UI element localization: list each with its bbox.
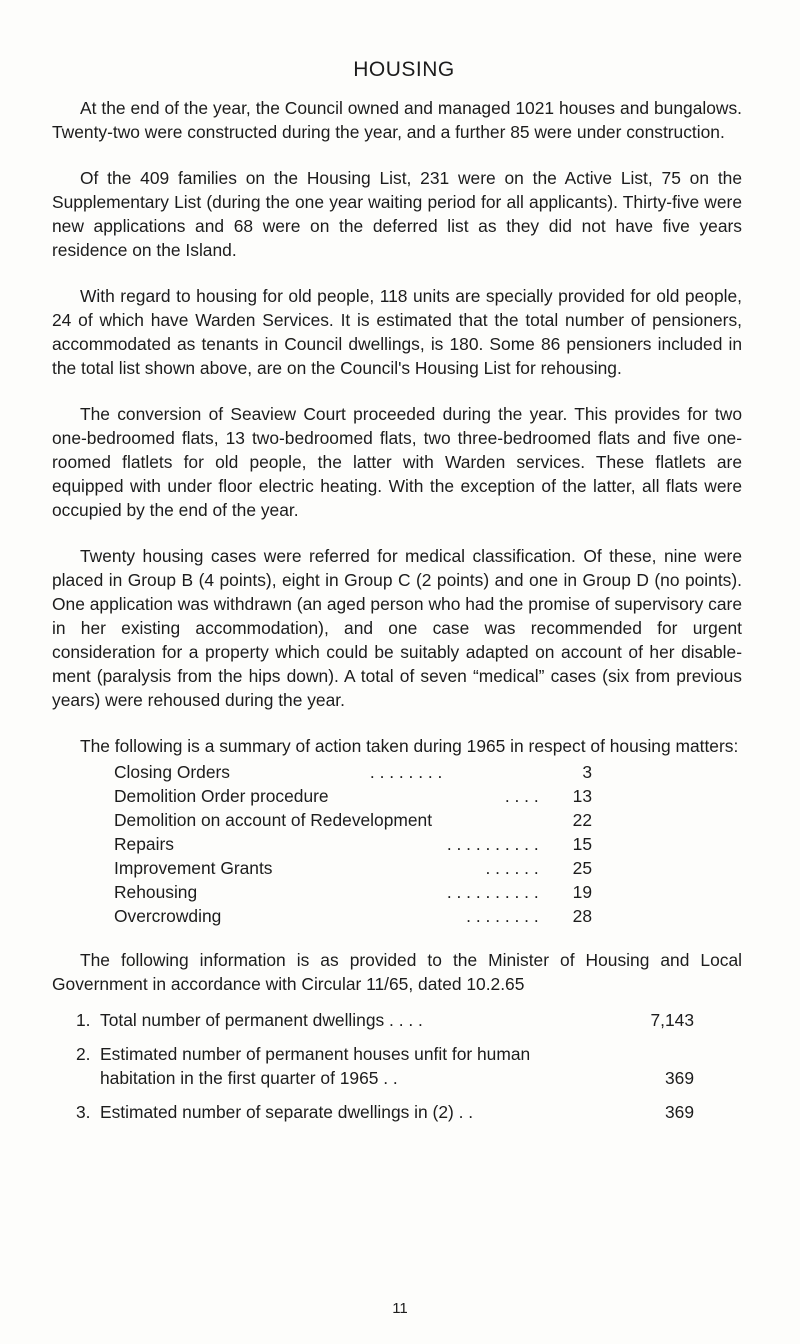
summary-value: 25	[572, 858, 592, 878]
summary-value: 19	[572, 882, 592, 902]
item-number: 1.	[76, 1010, 91, 1030]
paragraph-seaview-court: The conversion of Seaview Court proceeded during the year. This provides for two one-bedroomed flats, 13 two-bedroomed flats, two three-bedroomed flats and five one-roomed flatlets for old people, the latter with Warden services. These flatlets are equipped with under floor electric heating. With the exception of the latter, all flats were occupied by the end of the year.	[52, 404, 742, 520]
leader-dots: . . . . . . . .	[369, 762, 443, 782]
item-value: 7,143	[650, 1010, 694, 1030]
item-text: Estimated number of separate dwellings in (2) . .	[100, 1102, 474, 1122]
summary-row	[114, 808, 592, 832]
leader-dots: . . . . . .	[485, 858, 539, 878]
summary-value: 3	[582, 762, 592, 782]
paragraph-old-people: With regard to housing for old people, 118 units are specially provided for old people, 24 of which have Warden Services. It is estimated that the total number of pensioners, accommodated as tenants in Council dwellings, is 180. Some 86 pensioners included in the total list shown above, are on the Council's Housing List for rehousing.	[52, 286, 742, 378]
document-page	[52, 58, 742, 1134]
action-summary-table	[114, 760, 592, 928]
summary-row	[114, 760, 592, 784]
summary-value: 15	[572, 834, 592, 854]
page-number: 11	[392, 1300, 408, 1317]
summary-row	[114, 784, 592, 808]
summary-label: Overcrowding	[114, 906, 222, 926]
item-text: Total number of permanent dwellings . . . .	[100, 1010, 423, 1030]
summary-row	[114, 832, 592, 856]
page-title: HOUSING	[353, 58, 455, 81]
summary-row	[114, 856, 592, 880]
paragraph-medical-cases: Twenty housing cases were referred for medical classification. Of these, nine were placed in Group B (4 points), eight in Group C (2 points) and one in Group D (no points). One application was withdrawn (an aged person who had the promise of supervisory care in her existing accommodation), and one case was recommended for urgent consideration for a property which could be suitably adapted on account of her disable-ment (paralysis from the hips down). A total of seven “medical” cases (six from previous years) were rehoused during the year.	[52, 546, 742, 710]
summary-value: 28	[572, 906, 592, 926]
item-value: 369	[664, 1102, 694, 1122]
summary-row	[114, 904, 592, 928]
summary-label: Improvement Grants	[114, 858, 273, 878]
leader-dots: . . . . . . . . . .	[446, 834, 539, 854]
paragraph-summary-intro: The following is a summary of action taken during 1965 in respect of housing matters:	[80, 736, 739, 756]
item-value: 369	[664, 1068, 694, 1088]
info-item	[76, 1042, 694, 1090]
paragraph-housing-list: Of the 409 families on the Housing List, 231 were on the Active List, 75 on the Supplementary List (during the one year waiting period for all applicants). Thirty-five were new applications and 68 were on the deferred list as they did not have five years residence on the Island.	[52, 168, 742, 260]
summary-row	[114, 880, 592, 904]
summary-label: Demolition Order procedure	[114, 786, 329, 806]
summary-value: 13	[572, 786, 592, 806]
item-text: Estimated number of permanent houses unfit for human habitation in the first quarter of 1965 . .	[100, 1044, 531, 1088]
summary-value: 22	[572, 810, 592, 830]
info-item	[76, 1100, 694, 1124]
paragraph-info-intro: The following information is as provided to the Minister of Housing and Local Government in accordance with Circular 11/65, dated 10.2.65	[52, 950, 742, 994]
info-item	[76, 1008, 694, 1032]
summary-label: Closing Orders	[114, 762, 230, 782]
summary-label: Demolition on account of Redevelopment	[114, 810, 433, 830]
item-number: 3.	[76, 1102, 91, 1122]
paragraph-houses: At the end of the year, the Council owned and managed 1021 houses and bungalows. Twenty-two were constructed during the year, and a further 85 were under construction.	[52, 98, 742, 142]
leader-dots: . . . .	[504, 786, 539, 806]
leader-dots	[432, 808, 573, 832]
summary-label: Rehousing	[114, 882, 198, 902]
summary-label: Repairs	[114, 834, 174, 854]
item-number: 2.	[76, 1044, 91, 1064]
ministry-info-list	[76, 1008, 694, 1124]
leader-dots: . . . . . . . .	[466, 906, 539, 926]
leader-dots: . . . . . . . . . .	[446, 882, 539, 902]
